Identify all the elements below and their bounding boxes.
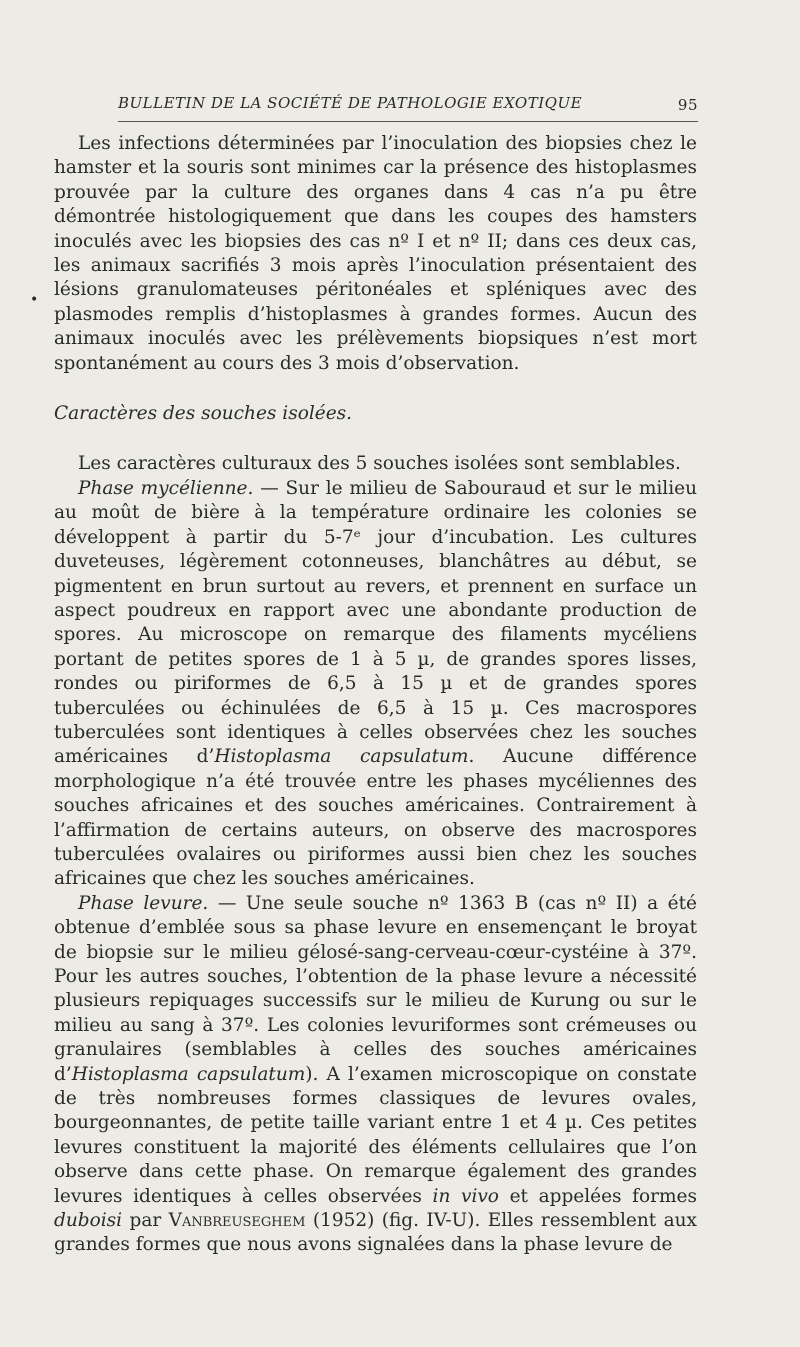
species-name: Histoplasma capsulatum — [71, 1063, 306, 1085]
paragraph-inoculation: Les infections déterminées par l’inoculation des biopsies chez le hamster et la souris sont minimes car la présence des histoplasmes prouvée par la culture des organes dans 4 cas n’a pu être démontrée histologiquement que dans les coupes des hamsters inoculés avec les biopsies des cas nº I et nº II; dans ces deux cas, les animaux sacrifiés 3 mois après l’inoculation présentaient des lésions granulomateuses péritonéales et spléniques avec des plasmodes remplis d’histoplasmes à grandes formes. Aucun des animaux inoculés avec les prélèvements biopsiques n’est mort spontanément au cours des 3 mois d’observation. — [54, 133, 697, 374]
journal-title: BULLETIN DE LA SOCIÉTÉ DE PATHOLOGIE EXOTIQUE — [118, 94, 583, 112]
page-number: 95 — [677, 96, 698, 114]
yeast-phase-par: par — [122, 1210, 169, 1232]
mycelial-phase-label: Phase mycélienne. — [78, 477, 254, 499]
body-text — [54, 132, 697, 1258]
yeast-phase-text: — Une seule souche nº 1363 B (cas nº II) a été obtenue d’emblée sous sa phase levure en ensemençant le broyat de biopsie sur le milieu gélosé-sang-cerveau-cœur-cystéine à 37º. Pour les autres souches, l’obtention de la phase levure a nécessité plusieurs repiquages successifs sur le milieu de Kurung ou sur le milieu au sang à 37º. Les colonies levuriformes sont crémeuses ou granulaires (semblables à celles des souches américaines d’ — [54, 892, 698, 1085]
paragraph-mycelial-phase — [54, 477, 697, 892]
duboisi: duboisi — [54, 1210, 123, 1232]
author-name: Vanbreuseghem — [168, 1210, 306, 1232]
yeast-phase-mid: ). A l’examen microscopique on constate de très nombreuses formes classiques de levures ovales, bourgeonnantes, de petite taille variant entre 1 et 4 µ. Ces petites levures constituent la majorité des éléments cellulaires que l’on observe dans cette phase. On remarque également des grandes levures identiques à celles observées — [54, 1063, 697, 1207]
paragraph-yeast-phase — [54, 892, 697, 1258]
header-rule — [118, 121, 698, 122]
running-header — [118, 92, 698, 118]
yeast-phase-end: (1952) (fig. IV-U). Elles ressemblent aux grandes formes que nous avons signalées dans la phase levure de — [54, 1210, 697, 1256]
section-subtitle: Caractères des souches isolées. — [54, 403, 353, 425]
yeast-phase-label: Phase levure. — [78, 892, 209, 914]
species-name: Histoplasma capsulatum — [214, 746, 469, 768]
paragraph-cultural-characters: Les caractères culturaux des 5 souches isolées sont semblables. — [78, 453, 681, 475]
mycelial-phase-text: — Sur le milieu de Sabouraud et sur le milieu au moût de bière à la température ordinaire les colonies se développent à partir du 5-7ᵉ jour d’incubation. Les cultures duveteuses, légèrement cotonneuses, blanchâtres au début, se pigmentent en brun surtout au revers, et prennent en surface un aspect poudreux en rapport avec une abondante production de spores. Au microscope on remarque des filaments mycéliens portant de petites spores de 1 à 5 µ, de grandes spores lisses, rondes ou piriformes de 6,5 à 15 µ et de grandes spores tuberculées ou échinulées de 6,5 à 15 µ. Ces macrospores tuberculées sont identiques à celles observées chez les souches américaines d’ — [54, 477, 698, 768]
mycelial-phase-rest: . Aucune différence morphologique n’a été trouvée entre les phases mycéliennes des souches africaines et des souches américaines. Contrairement à l’affirmation de certains auteurs, on observe des macrospores tuberculées ovalaires ou piriformes aussi bien chez les souches africaines que chez les souches américaines. — [54, 746, 697, 890]
yeast-phase-mid2: et appelées formes — [498, 1185, 697, 1207]
in-vivo: in vivo — [432, 1185, 499, 1207]
margin-mark: • — [30, 292, 39, 308]
